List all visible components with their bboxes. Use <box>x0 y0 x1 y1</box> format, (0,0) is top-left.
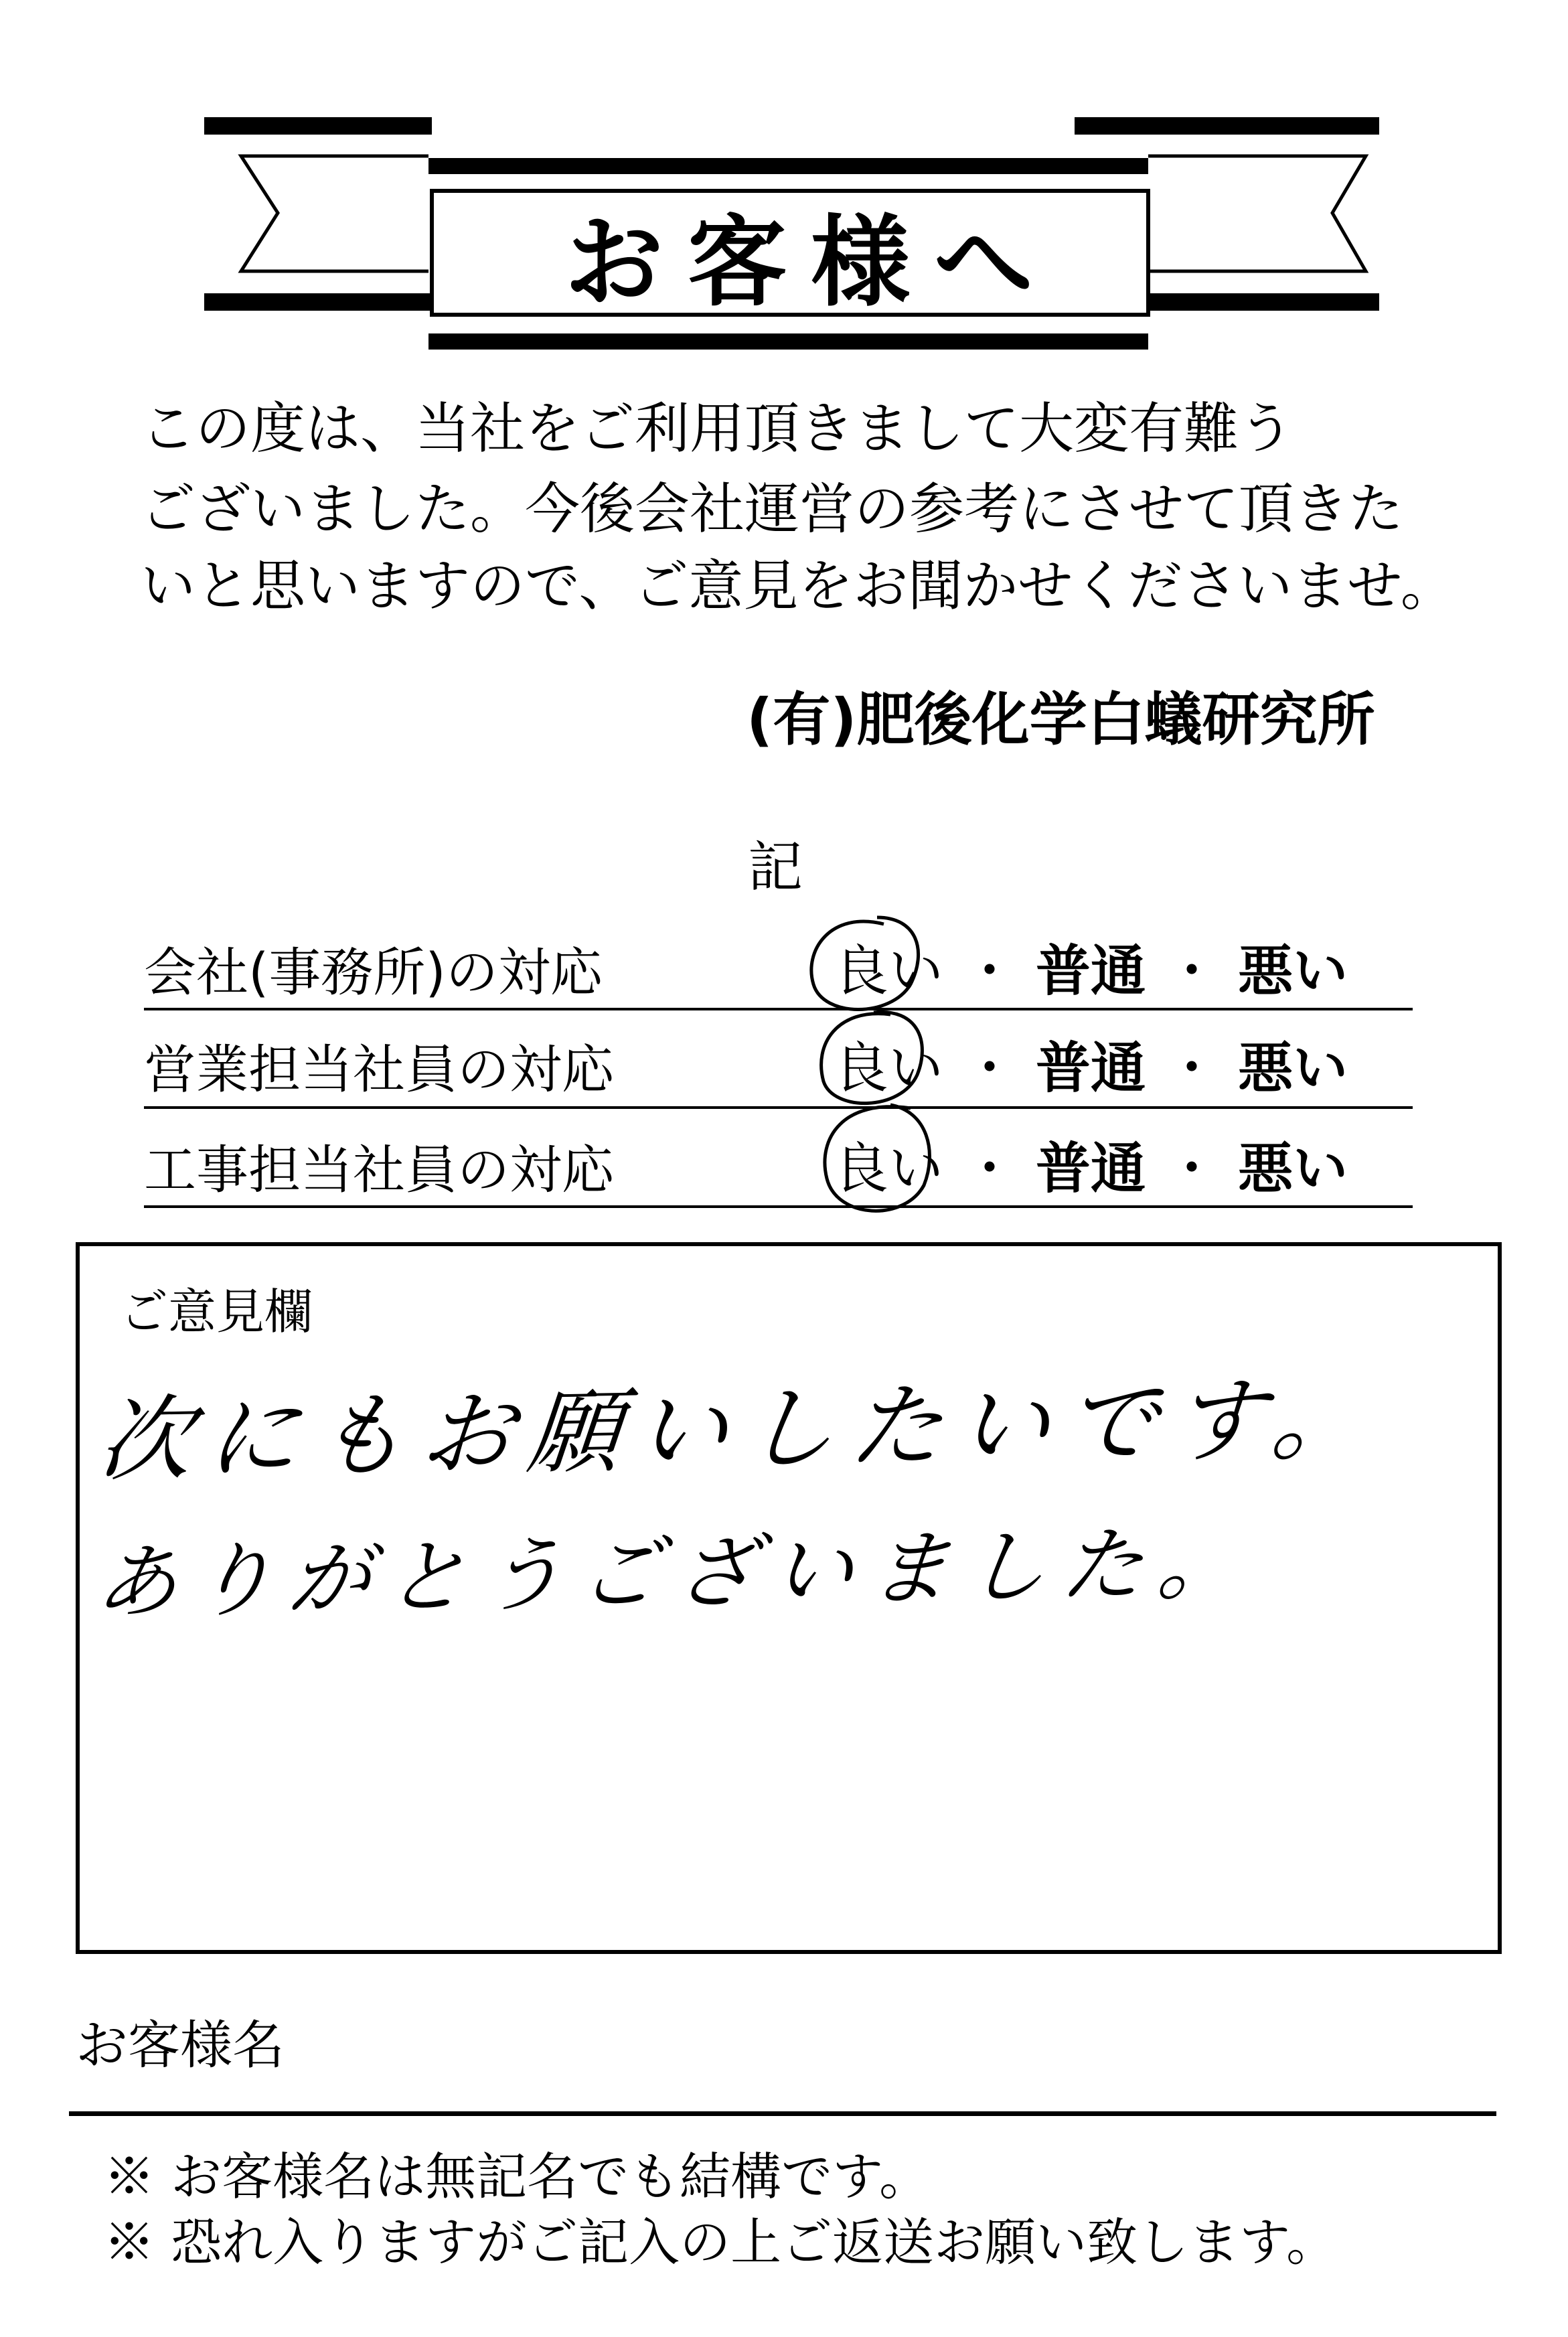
option-normal[interactable]: 普通 <box>1036 939 1146 1003</box>
handwritten-comment-line-1: 次にもお願いしたいです。 <box>94 1364 1385 1495</box>
customer-name-line[interactable] <box>69 2111 1496 2116</box>
option-good[interactable]: 良い <box>834 939 944 1003</box>
option-separator: ・ <box>962 1037 1018 1100</box>
option-separator: ・ <box>1164 939 1220 1003</box>
rating-label-office: 会社(事務所)の対応 <box>144 943 603 1003</box>
option-separator: ・ <box>1164 1037 1220 1100</box>
banner-title: お客様へ <box>564 204 1057 320</box>
intro-line-1: この度は、当社をご利用頂きまして大変有難う <box>141 397 1294 461</box>
company-name: (有)肥後化学白蟻研究所 <box>747 686 1375 753</box>
comment-label: ご意見欄 <box>120 1284 313 1340</box>
rating-label-construction: 工事担当社員の対応 <box>144 1140 615 1201</box>
comment-box[interactable] <box>76 1242 1502 1954</box>
handwritten-comment-line-2: ありがとうございました。 <box>91 1515 1259 1631</box>
customer-name-label: お客様名 <box>76 2016 285 2076</box>
rating-label-sales: 営業担当社員の対応 <box>144 1040 615 1100</box>
option-separator: ・ <box>962 1137 1018 1201</box>
note-please-return: ※ 恐れ入りますがご記入の上ご返送お願い致します。 <box>104 2212 1338 2272</box>
option-separator: ・ <box>962 939 1018 1003</box>
intro-line-3: いと思いますので、ご意見をお聞かせくださいませ。 <box>141 554 1456 618</box>
option-bad[interactable]: 悪い <box>1238 1037 1348 1100</box>
ki-heading: 記 <box>748 836 803 899</box>
option-good[interactable]: 良い <box>834 1037 944 1100</box>
option-separator: ・ <box>1164 1137 1220 1201</box>
option-normal[interactable]: 普通 <box>1036 1037 1146 1100</box>
option-bad[interactable]: 悪い <box>1238 1137 1348 1201</box>
option-bad[interactable]: 悪い <box>1238 939 1348 1003</box>
option-normal[interactable]: 普通 <box>1036 1137 1146 1201</box>
intro-line-2: ございました。今後会社運営の参考にさせて頂きた <box>141 477 1404 541</box>
note-anonymous-ok: ※ お客様名は無記名でも結構です。 <box>104 2147 931 2206</box>
option-good[interactable]: 良い <box>834 1137 944 1201</box>
